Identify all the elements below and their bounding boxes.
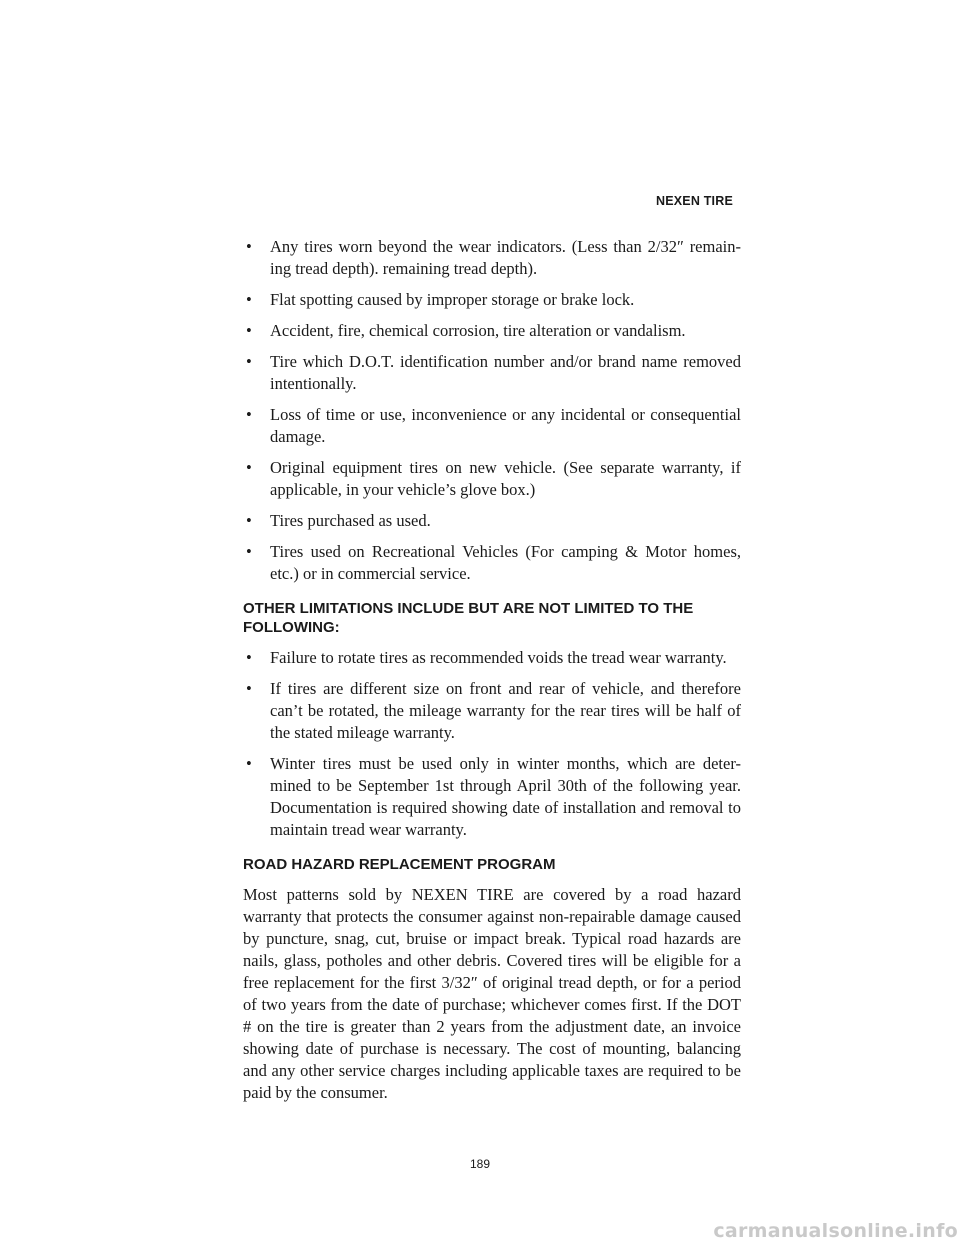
running-head: NEXEN TIRE [655, 194, 733, 208]
list-item [243, 753, 741, 841]
list-item [243, 236, 741, 280]
list-item [243, 647, 741, 669]
list-item [243, 541, 741, 585]
bullet-icon: • [246, 458, 252, 477]
list-item-text: Loss of time or use, inconvenience or any incidental or consequential damage. [270, 405, 741, 446]
list-item [243, 510, 741, 532]
list-item-text: Tire which D.O.T. identification number and/or brand name removed intentionally. [270, 352, 741, 393]
list-item-text: Failure to rotate tires as recommended voids the tread wear warranty. [270, 648, 727, 667]
list-item-text: Winter tires must be used only in winter months, which are deter-mined to be September 1st through April 30th of the following year. Documentation is required showing date of installation and removal to maintain tread wear warranty. [270, 754, 741, 839]
list-item [243, 320, 741, 342]
limitations-list [243, 647, 741, 841]
list-item-text: Original equipment tires on new vehicle. (See separate warranty, if applicable, in your vehicle’s glove box.) [270, 458, 741, 499]
section-heading-other-limitations: OTHER LIMITATIONS INCLUDE BUT ARE NOT LIMITED TO THE FOLLOWING: [243, 600, 694, 636]
list-item [243, 289, 741, 311]
list-item-text: Any tires worn beyond the wear indicators. (Less than 2/32″ remain-ing tread depth). remaining tread depth). [270, 237, 741, 278]
list-item-text: Accident, fire, chemical corrosion, tire alteration or vandalism. [270, 321, 686, 340]
bullet-icon: • [246, 290, 252, 309]
bullet-icon: • [246, 648, 252, 667]
list-item-text: Flat spotting caused by improper storage or brake lock. [270, 290, 635, 309]
bullet-icon: • [246, 511, 252, 530]
bullet-icon: • [246, 754, 252, 773]
bullet-icon: • [246, 542, 252, 561]
bullet-icon: • [246, 237, 252, 256]
section-heading-road-hazard: ROAD HAZARD REPLACEMENT PROGRAM [243, 856, 556, 873]
watermark: carmanualsonline.info [713, 1220, 958, 1242]
page-content [243, 236, 741, 1104]
bullet-icon: • [246, 321, 252, 340]
bullet-icon: • [246, 405, 252, 424]
list-item [243, 678, 741, 744]
list-item-text: Tires purchased as used. [270, 511, 431, 530]
list-item [243, 351, 741, 395]
list-item [243, 404, 741, 448]
road-hazard-paragraph: Most patterns sold by NEXEN TIRE are covered by a road hazard warranty that protects the consumer against non-repairable damage caused by puncture, snag, cut, bruise or impact break. Typical road hazards are nails, glass, potholes and other debris. Covered tires will be eligible for a free replacement for the first 3/32″ of original tread depth, or for a period of two years from the date of purchase; whichever comes first. If the DOT # on the tire is greater than 2 years from the adjustment date, an invoice showing date of purchase is necessary. The cost of mounting, balancing and any other service charges including applicable taxes are required to be paid by the consumer. [243, 885, 741, 1102]
bullet-icon: • [246, 352, 252, 371]
list-item-text: Tires used on Recreational Vehicles (For camping & Motor homes, etc.) or in commercial service. [270, 542, 741, 583]
list-item-text: If tires are different size on front and rear of vehicle, and therefore can’t be rotated, the mileage warranty for the rear tires will be half of the stated mileage warranty. [270, 679, 741, 742]
bullet-icon: • [246, 679, 252, 698]
exclusions-list [243, 236, 741, 585]
list-item [243, 457, 741, 501]
page-number: 189 [469, 1157, 491, 1171]
